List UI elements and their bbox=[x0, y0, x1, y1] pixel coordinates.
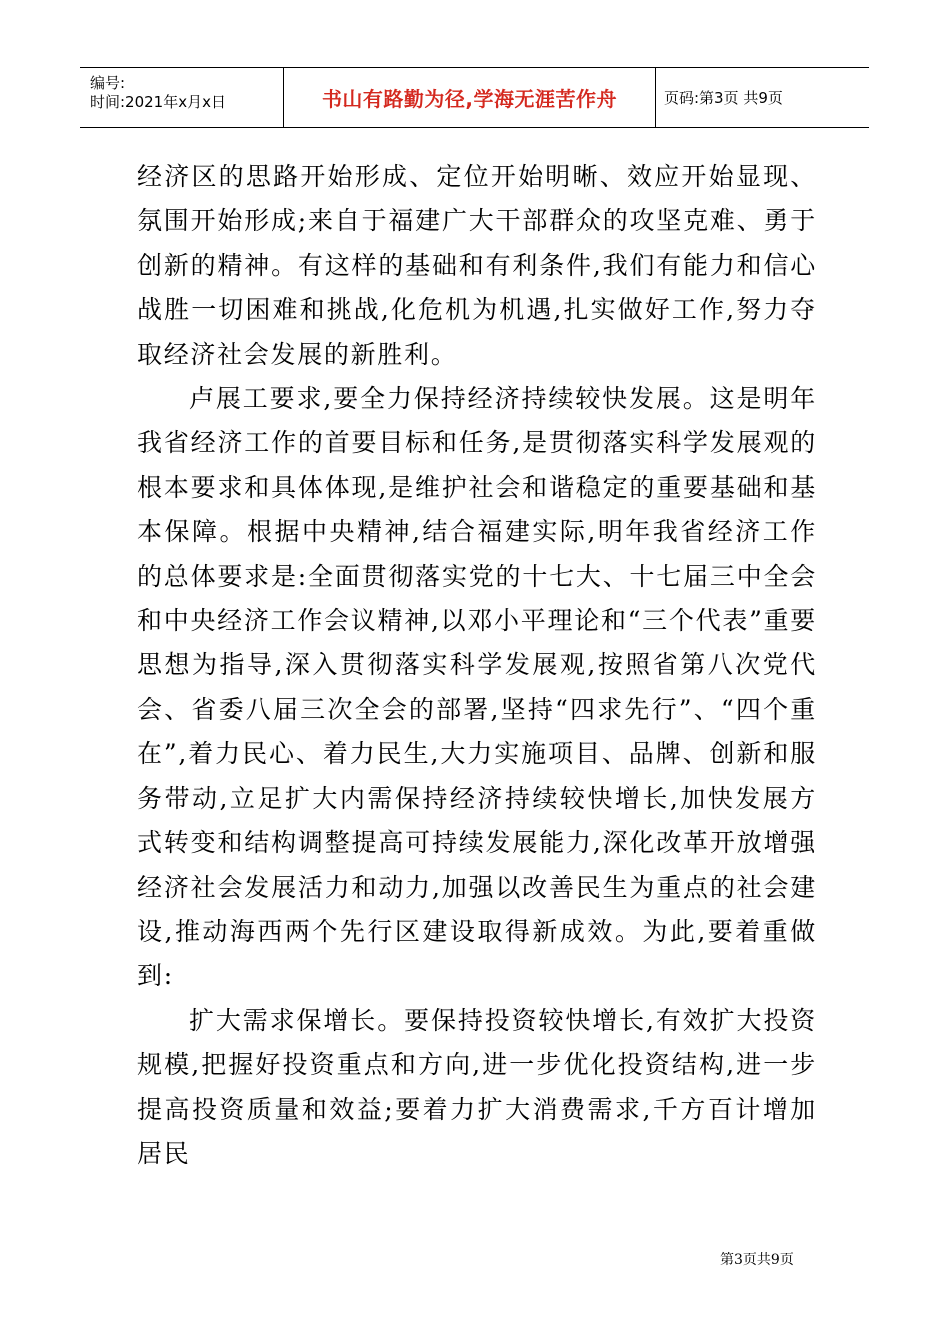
document-body bbox=[137, 155, 817, 1176]
header-motto-cell bbox=[283, 68, 656, 127]
header-meta bbox=[80, 68, 283, 127]
header-motto: 书山有路勤为径,学海无涯苦作舟 bbox=[321, 87, 618, 111]
paragraph-1: 经济区的思路开始形成、定位开始明晰、效应开始显现、氛围开始形成;来自于福建广大干部群众的攻坚克难、勇于创新的精神。有这样的基础和有利条件,我们有能力和信心战胜一切困难和挑战,化危机为机遇,扎实做好工作,努力夺取经济社会发展的新胜利。 bbox=[137, 162, 817, 369]
paragraph-2: 卢展工要求,要全力保持经济持续较快发展。这是明年我省经济工作的首要目标和任务,是贯彻落实科学发展观的根本要求和具体体现,是维护社会和谐稳定的重要基础和基本保障。根据中央精神,结合福建实际,明年我省经济工作的总体要求是:全面贯彻落实党的十七大、十七届三中全会和中央经济工作会议精神,以邓小平理论和“三个代表”重要思想为指导,深入贯彻落实科学发展观,按照省第八次党代会、省委八届三次全会的部署,坚持“四求先行”、“四个重在”,着力民心、着力民生,大力实施项目、品牌、创新和服务带动,立足扩大内需保持经济持续较快增长,加快发展方式转变和结构调整提高可持续发展能力,深化改革开放增强经济社会发展活力和动力,加强以改善民生为重点的社会建设,推动海西两个先行区建设取得新成效。为此,要着重做到: bbox=[137, 384, 817, 991]
page-header bbox=[80, 67, 869, 128]
paragraph-3: 扩大需求保增长。要保持投资较快增长,有效扩大投资规模,把握好投资重点和方向,进一步优化投资结构,进一步提高投资质量和效益;要着力扩大消费需求,千方百计增加居民 bbox=[137, 1005, 817, 1168]
header-page-info: 页码:第3页 共9页 bbox=[664, 89, 783, 107]
page-footer: 第3页共9页 bbox=[720, 1252, 794, 1268]
document-date-label: 时间:2021年x月x日 bbox=[90, 93, 226, 111]
document-number-label: 编号: bbox=[90, 74, 126, 92]
